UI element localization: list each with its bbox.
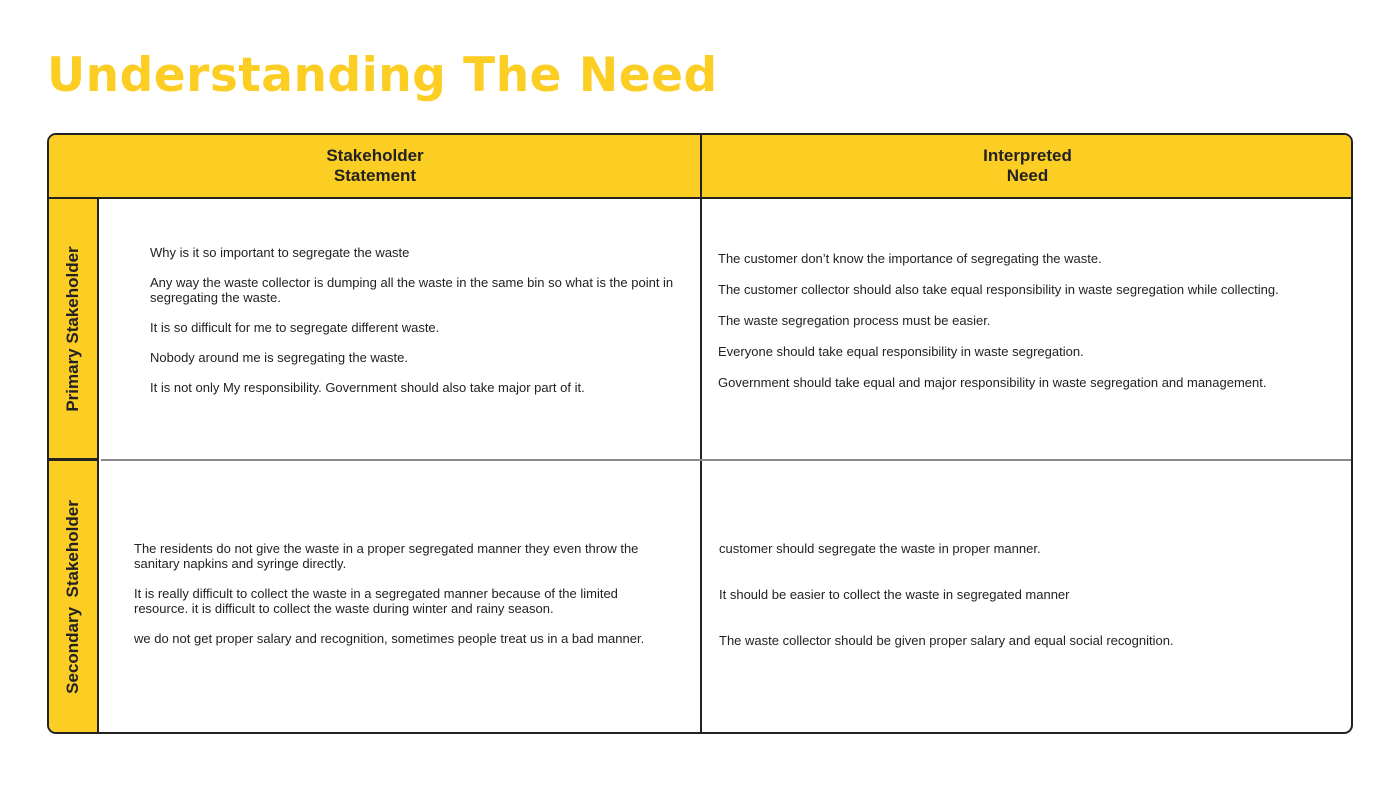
need-item: The waste collector should be given proper salary and equal social recognition. [719, 633, 1174, 648]
need-item: It should be easier to collect the waste in segregated manner [719, 587, 1070, 602]
statement-item: It is really difficult to collect the waste in a segregated manner because of the limited resource. it is difficult to collect the waste during winter and rainy season. [134, 586, 618, 616]
column-divider [700, 199, 702, 734]
need-item: The customer don’t know the importance of segregating the waste. [718, 251, 1102, 266]
header-stakeholder-statement: Stakeholder Statement [326, 146, 424, 185]
statement-item: we do not get proper salary and recognition, sometimes people treat us in a bad manner. [134, 631, 645, 646]
row-label-primary [49, 199, 99, 461]
need-item: Everyone should take equal responsibility in waste segregation. [718, 344, 1084, 359]
primary-statements-cell [150, 245, 690, 410]
secondary-needs-cell [719, 541, 1339, 679]
secondary-statements-cell [134, 541, 674, 661]
row-label-secondary [49, 461, 99, 732]
row-label-secondary-text: Secondary Stakeholder [63, 499, 82, 694]
needs-table [47, 133, 1353, 734]
statement-item: Why is it so important to segregate the waste [150, 245, 410, 260]
row-label-primary-text: Primary Stakeholder [63, 245, 82, 412]
statement-item: Nobody around me is segregating the waste. [150, 350, 408, 365]
statement-item: It is not only My responsibility. Government should also take major part of it. [150, 380, 585, 395]
table-header-row [49, 135, 1351, 199]
need-item: The customer collector should also take equal responsibility in waste segregation while collecting. [718, 282, 1279, 297]
need-item: customer should segregate the waste in proper manner. [719, 541, 1041, 556]
statement-item: The residents do not give the waste in a proper segregated manner they even throw the sanitary napkins and syringe directly. [134, 541, 639, 571]
need-item: The waste segregation process must be easier. [718, 313, 991, 328]
primary-needs-cell [718, 251, 1338, 406]
statement-item: Any way the waste collector is dumping all the waste in the same bin so what is the point in segregating the waste. [150, 275, 674, 305]
row-divider [101, 459, 1353, 461]
need-item: Government should take equal and major responsibility in waste segregation and management. [718, 375, 1267, 390]
header-interpreted-need: Interpreted Need [983, 146, 1072, 185]
statement-item: It is so difficult for me to segregate different waste. [150, 320, 440, 335]
page-title: Understanding The Need [47, 48, 718, 103]
